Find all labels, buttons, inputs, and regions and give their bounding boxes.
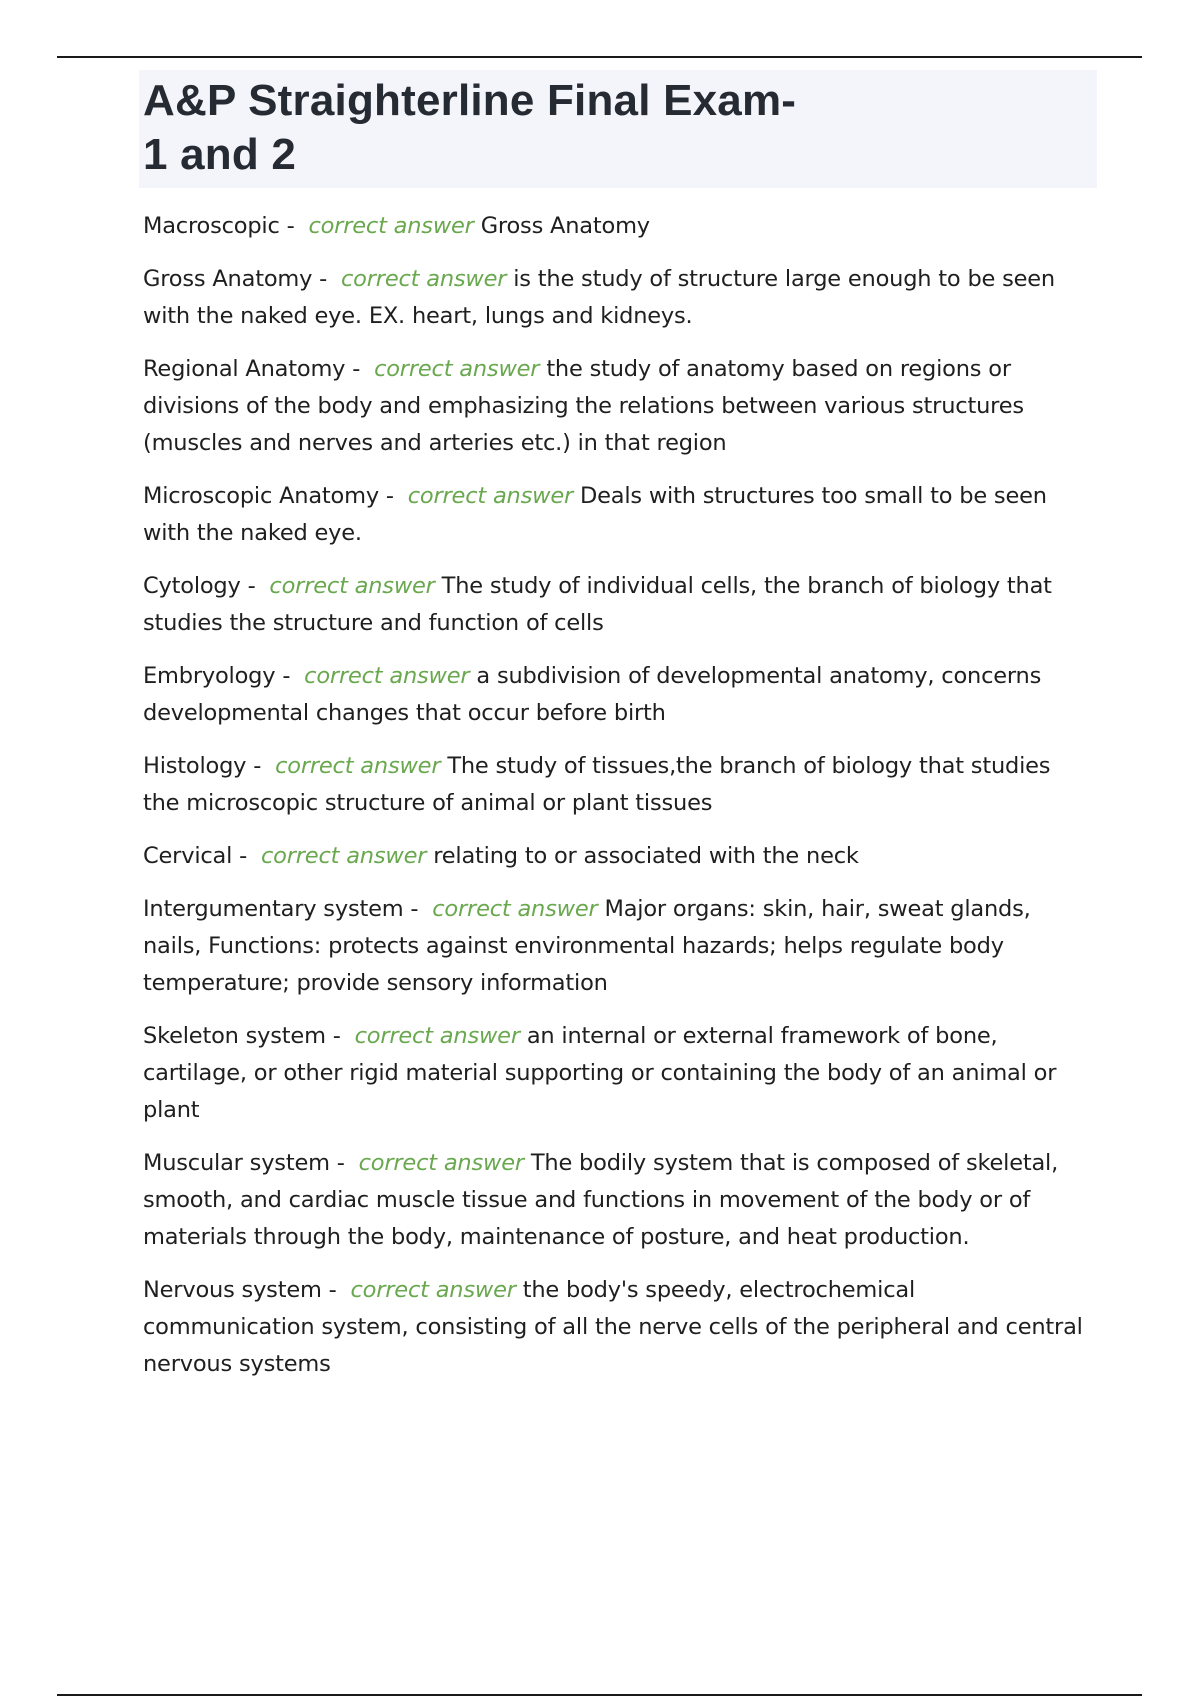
title-block [139,70,1097,188]
correct-answer-marker: correct answer [350,1277,516,1303]
qa-term: Embryology [143,663,276,689]
qa-item: Embryology - correct answer a subdivision of developmental anatomy, concerns developmental changes that occur before birth [143,663,1042,726]
qa-item: Intergumentary system - correct answer Major organs: skin, hair, sweat glands, nails, Functions: protects against environmental hazards; helps regulate body temperature; provide sensory information [143,896,1031,996]
correct-answer-marker: correct answer [269,573,435,599]
qa-item: Nervous system - correct answer the body's speedy, electrochemical communication system, consisting of all the nerve cells of the peripheral and central nervous systems [143,1277,1083,1377]
qa-term: Microscopic Anatomy [143,483,379,509]
qa-list [143,208,1093,1383]
correct-answer-marker: correct answer [407,483,574,509]
qa-term: Nervous system [143,1277,322,1303]
qa-answer: is the study of structure large enough to be seen with the naked eye. EX. heart, lungs and kidneys. [143,266,1055,329]
qa-item: Cervical - correct answer relating to or associated with the neck [143,843,859,869]
correct-answer-marker: correct answer [432,896,598,922]
top-rule [57,56,1142,58]
qa-answer: The study of individual cells, the branch of biology that studies the structure and function of cells [143,573,1052,636]
correct-answer-marker: correct answer [308,213,474,239]
qa-term: Cytology [143,573,241,599]
page-title [143,74,1093,182]
qa-answer: Deals with structures too small to be seen with the naked eye. [143,483,1047,546]
title-line-2: 1 and 2 [143,130,297,179]
qa-term: Regional Anatomy [143,356,346,382]
qa-term: Macroscopic [143,213,280,239]
qa-term: Intergumentary system [143,896,404,922]
title-line-1: A&P Straighterline Final Exam- [143,76,797,125]
correct-answer-marker: correct answer [260,843,427,869]
qa-answer: The study of tissues,the branch of biology that studies the microscopic structure of animal or plant tissues [143,753,1051,816]
correct-answer-marker: correct answer [275,753,441,779]
correct-answer-marker: correct answer [341,266,507,292]
qa-answer: relating to or associated with the neck [433,843,859,869]
qa-item: Cytology - correct answer The study of individual cells, the branch of biology that studies the structure and function of cells [143,573,1052,636]
correct-answer-marker: correct answer [374,356,540,382]
qa-answer: the body's speedy, electrochemical communication system, consisting of all the nerve cells of the peripheral and central nervous systems [143,1277,1083,1377]
qa-item: Muscular system - correct answer The bodily system that is composed of skeletal, smooth, and cardiac muscle tissue and functions in movement of the body or of materials through the body, maintenance of posture, and heat production. [143,1150,1059,1250]
qa-answer: a subdivision of developmental anatomy, concerns developmental changes that occur before birth [143,663,1042,726]
qa-answer: the study of anatomy based on regions or divisions of the body and emphasizing the relations between various structures (muscles and nerves and arteries etc.) in that region [143,356,1024,456]
qa-term: Gross Anatomy [143,266,313,292]
bottom-rule [57,1694,1142,1696]
qa-item: Histology - correct answer The study of tissues,the branch of biology that studies the microscopic structure of animal or plant tissues [143,753,1051,816]
qa-item: Macroscopic - correct answer Gross Anatomy [143,213,650,239]
qa-term: Muscular system [143,1150,330,1176]
document-body [143,70,1093,1399]
qa-answer: Gross Anatomy [480,213,650,239]
qa-item: Regional Anatomy - correct answer the study of anatomy based on regions or divisions of the body and emphasizing the relations between various structures (muscles and nerves and arteries etc.) in that region [143,356,1024,456]
correct-answer-marker: correct answer [354,1023,520,1049]
correct-answer-marker: correct answer [358,1150,524,1176]
qa-term: Cervical [143,843,233,869]
qa-item: Microscopic Anatomy - correct answer Deals with structures too small to be seen with the naked eye. [143,483,1047,546]
correct-answer-marker: correct answer [304,663,470,689]
qa-answer: The bodily system that is composed of skeletal, smooth, and cardiac muscle tissue and functions in movement of the body or of materials through the body, maintenance of posture, and heat production. [143,1150,1059,1250]
qa-item: Gross Anatomy - correct answer is the study of structure large enough to be seen with the naked eye. EX. heart, lungs and kidneys. [143,266,1055,329]
qa-item: Skeleton system - correct answer an internal or external framework of bone, cartilage, or other rigid material supporting or containing the body of an animal or plant [143,1023,1057,1123]
qa-answer: an internal or external framework of bone, cartilage, or other rigid material supporting or containing the body of an animal or plant [143,1023,1057,1123]
qa-answer: Major organs: skin, hair, sweat glands, nails, Functions: protects against environmental hazards; helps regulate body temperature; provide sensory information [143,896,1031,996]
qa-term: Skeleton system [143,1023,326,1049]
qa-term: Histology [143,753,247,779]
